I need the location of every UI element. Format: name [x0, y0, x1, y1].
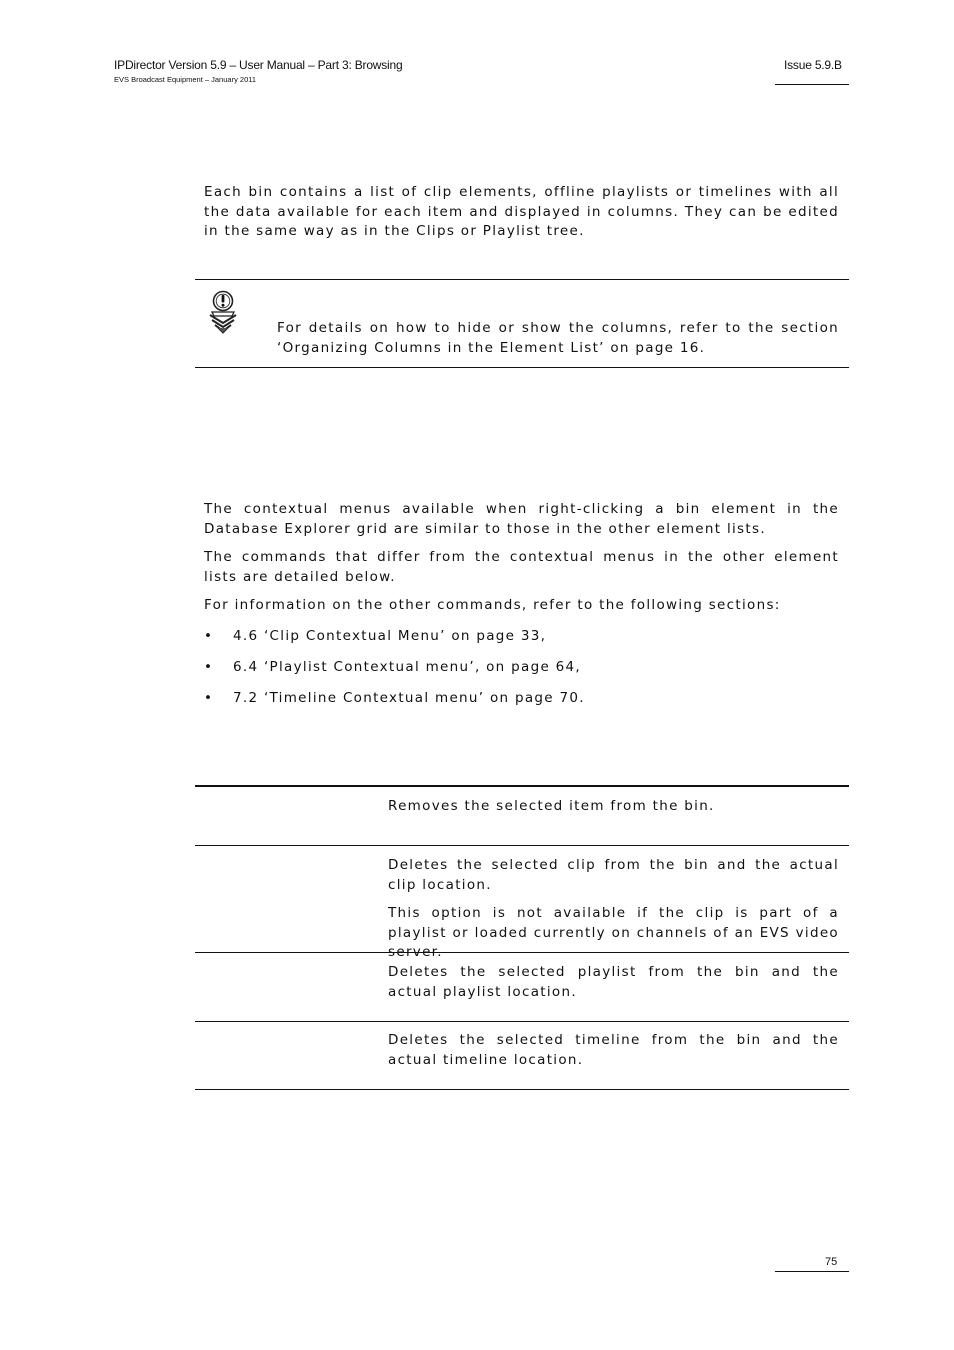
table-row-delete-clip-description: Deletes the selected clip from the bin and the actual clip location. — [388, 857, 839, 893]
header-rule — [775, 84, 849, 85]
note-text: For details on how to hide or show the columns, refer to the section ‘Organizing Columns in the Element List’ on page 16. — [277, 320, 839, 356]
contextual-paragraph-1: The contextual menus available when right-clicking a bin element in the Database Explorer grid are similar to those in the other element lists. — [204, 501, 839, 537]
note-top-rule — [195, 279, 849, 280]
table-row-divider — [195, 1021, 849, 1022]
table-row-delete-playlist-description: Deletes the selected playlist from the bin and the actual playlist location. — [388, 964, 839, 1000]
page-number: 75 — [825, 1256, 838, 1268]
bullet-link-playlist-menu[interactable]: 6.4 ‘Playlist Contextual menu’, on page 64, — [233, 659, 582, 675]
table-row-remove-description: Removes the selected item from the bin. — [388, 798, 715, 814]
table-row-divider — [195, 952, 849, 953]
table-row-delete-timeline-description: Deletes the selected timeline from the bin and the actual timeline location. — [388, 1032, 839, 1068]
table-bottom-rule — [195, 1089, 849, 1090]
table-row-divider — [195, 845, 849, 846]
note-warning-icon — [206, 290, 240, 334]
bullet-link-clip-menu[interactable]: 4.6 ‘Clip Contextual Menu’ on page 33, — [233, 628, 547, 644]
bullet-link-timeline-menu[interactable]: 7.2 ‘Timeline Contextual menu’ on page 70. — [233, 690, 585, 706]
note-bottom-rule — [195, 367, 849, 368]
footer-rule — [775, 1271, 849, 1272]
intro-paragraph: Each bin contains a list of clip elements, offline playlists or timelines with all the data available for each item and displayed in columns. They can be edited in the same way as in the Clips or Playlist tree. — [204, 184, 839, 239]
bullet-dot-icon: • — [204, 690, 214, 706]
table-row-delete-clip-note: This option is not available if the clip is part of a playlist or loaded currently on channels of an EVS video server. — [388, 905, 839, 960]
bullet-dot-icon: • — [204, 628, 214, 644]
contextual-paragraph-2: The commands that differ from the contextual menus in the other element lists are detailed below. — [204, 549, 839, 585]
header-title: IPDirector Version 5.9 – User Manual – Part 3: Browsing — [114, 58, 403, 72]
contextual-paragraph-3: For information on the other commands, refer to the following sections: — [204, 597, 781, 613]
header-subtitle: EVS Broadcast Equipment – January 2011 — [114, 75, 257, 84]
bullet-dot-icon: • — [204, 659, 214, 675]
table-top-rule — [195, 785, 849, 787]
header-issue: Issue 5.9.B — [784, 58, 842, 72]
